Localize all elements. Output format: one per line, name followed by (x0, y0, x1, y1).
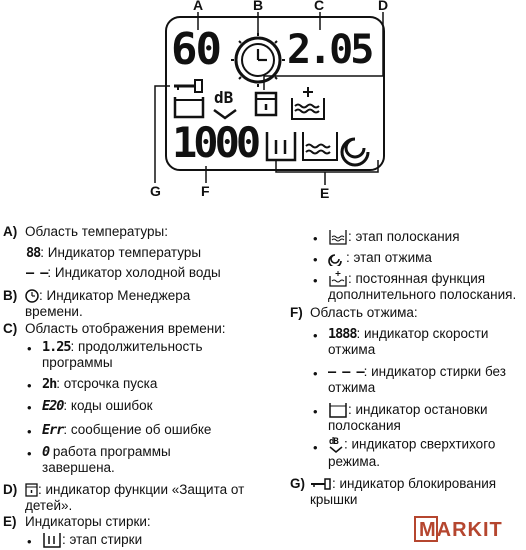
bullet-dot: • (27, 378, 32, 393)
bullet-dot: • (313, 252, 318, 267)
callout-g: G (150, 183, 161, 199)
rinse-tub-small-icon (328, 229, 348, 245)
bullet-dot: • (27, 400, 32, 415)
legend-d-line2: детей». (25, 498, 73, 513)
legend-f-item: 1888: индикатор скорости (328, 326, 489, 342)
rinse-hold-icon (175, 97, 203, 117)
spin-phase-icon (342, 139, 368, 165)
time-manager-icon (25, 289, 39, 303)
legend-e-item: : постоянная функция (328, 271, 485, 287)
callout-c: C (314, 0, 325, 13)
legend-b: B) : Индикатор Менеджера (3, 288, 191, 303)
time-manager-clock-icon (231, 33, 285, 87)
lcd-spin-digits: 1000 (172, 118, 258, 167)
rinse-phase-icon (303, 132, 337, 160)
temperature-glyph: 88 (26, 245, 41, 261)
spin-small-icon (328, 250, 346, 266)
legend-e-item: : этап стирки (42, 532, 142, 548)
child-lock-icon (256, 93, 276, 115)
legend-a-letter: A) (3, 224, 18, 239)
legend-c-header: C) Область отображения времени: (3, 321, 226, 336)
extra-silent-icon (214, 110, 236, 118)
bullet-dot: • (313, 366, 318, 381)
bullet-dot: • (27, 534, 32, 549)
legend-e-item: : этап отжима (328, 250, 432, 266)
legend-f-header: F) Область отжима: (290, 305, 418, 320)
bullet-dot: • (313, 231, 318, 246)
lcd-diagram-svg (0, 0, 526, 215)
child-lock-small-icon (25, 483, 38, 497)
lcd-diagram (0, 0, 526, 215)
legend-c-item: 1.25: продолжительность (42, 339, 203, 355)
callout-b: B (253, 0, 264, 13)
legend-c-item: E20: коды ошибок (42, 398, 153, 414)
bullet-dot: • (27, 446, 32, 461)
legend-a-title: Область температуры: (25, 224, 168, 239)
lcd-db-label: dB (214, 88, 234, 107)
wash-phase-icon (267, 132, 295, 160)
legend-a-item: 88: Индикатор температуры (26, 245, 202, 261)
bullet-dot: • (27, 424, 32, 439)
callout-a: A (193, 0, 204, 13)
bullet-dot: • (313, 404, 318, 419)
legend-c-item: Err: сообщение об ошибке (42, 422, 212, 438)
bullet-dot: • (313, 328, 318, 343)
callout-f: F (201, 183, 210, 199)
legend-c-item: 2h: отсрочка пуска (42, 376, 158, 392)
legend-g: G) : индикатор блокирования (290, 476, 497, 491)
lcd-time-digits: 2.05 (287, 27, 372, 73)
legend-a-item: – –: Индикатор холодной воды (26, 265, 221, 281)
legend-f-item: dB : индикатор сверхтихого (328, 436, 495, 454)
extra-silent-small-icon: dB (328, 436, 344, 454)
legend-b-line2: времени. (25, 304, 83, 319)
legend-f-item: : индикатор остановки (328, 402, 488, 418)
legend-f-item: – – –: индикатор стирки без (328, 364, 506, 380)
wash-tub-small-icon (42, 532, 62, 548)
markit-watermark-logo: MARKIT (414, 516, 520, 544)
callout-d: D (378, 0, 389, 13)
legend-c-item: 0 работа программы (42, 444, 171, 460)
rinse-hold-small-icon (328, 402, 348, 418)
bullet-dot: • (313, 273, 318, 288)
lcd-temperature-digits: 60 (171, 24, 220, 75)
lid-lock-icon (174, 80, 202, 92)
lid-lock-small-icon (310, 478, 332, 490)
bullet-dot: • (313, 440, 318, 455)
cold-water-glyph: – – (26, 265, 48, 281)
legend-g-line2: крышки (310, 492, 358, 507)
callout-e: E (320, 185, 330, 201)
legend-a-header (3, 224, 168, 240)
bullet-dot: • (27, 341, 32, 356)
legend-d: D) : индикатор функции «Защита от (3, 482, 245, 497)
extra-rinse-small-icon (328, 271, 348, 287)
extra-rinse-icon (292, 87, 324, 119)
legend-e-item: : этап полоскания (328, 229, 460, 245)
legend-e-header: E) Индикаторы стирки: (3, 514, 151, 529)
